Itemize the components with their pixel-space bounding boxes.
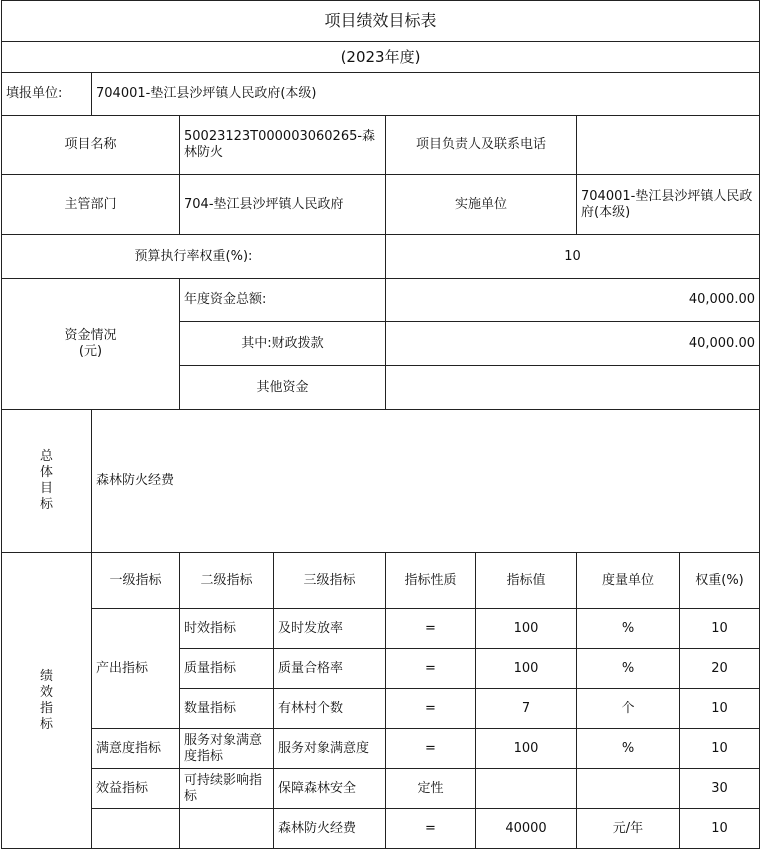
row-value xyxy=(476,769,577,809)
table-year: (2023年度) xyxy=(2,42,760,73)
budget-weight-label: 预算执行率权重(%): xyxy=(2,235,386,279)
table-row xyxy=(2,769,760,809)
row-nature: 定性 xyxy=(386,769,476,809)
overall-char: 总 xyxy=(39,449,53,464)
indicators-char: 指 xyxy=(39,700,53,716)
funds-label-line2: (元) xyxy=(78,344,103,359)
funds-label xyxy=(2,279,180,410)
satisfaction-indicator-label: 满意度指标 xyxy=(92,729,180,769)
row-unit: % xyxy=(577,609,680,649)
header-level1: 一级指标 xyxy=(92,553,180,609)
exec-unit-label: 实施单位 xyxy=(386,175,577,235)
row-weight: 10 xyxy=(680,809,760,849)
row-level3: 有林村个数 xyxy=(274,689,386,729)
header-unit: 度量单位 xyxy=(577,553,680,609)
row-level2: 可持续影响指标 xyxy=(180,769,274,809)
row-level2: 服务对象满意度指标 xyxy=(180,729,274,769)
row-level3: 服务对象满意度 xyxy=(274,729,386,769)
exec-unit-value: 704001-垫江县沙坪镇人民政府(本级) xyxy=(577,175,760,235)
department-value: 704-垫江县沙坪镇人民政府 xyxy=(180,175,386,235)
empty-level1 xyxy=(92,809,180,849)
table-title: 项目绩效目标表 xyxy=(2,1,760,42)
row-nature: = xyxy=(386,729,476,769)
indicators-char: 标 xyxy=(39,716,53,732)
row-level3: 保障森林安全 xyxy=(274,769,386,809)
funds-other-value xyxy=(386,366,760,410)
row-level2 xyxy=(180,809,274,849)
overall-goal-value: 森林防火经费 xyxy=(92,410,760,553)
row-value: 7 xyxy=(476,689,577,729)
header-weight: 权重(%) xyxy=(680,553,760,609)
header-nature: 指标性质 xyxy=(386,553,476,609)
row-value: 100 xyxy=(476,649,577,689)
funds-total-label: 年度资金总额: xyxy=(180,279,386,322)
table-row xyxy=(2,609,760,649)
overall-goal-label xyxy=(2,410,92,553)
project-owner-label: 项目负责人及联系电话 xyxy=(386,116,577,175)
row-nature: = xyxy=(386,609,476,649)
project-name-value: 50023123T000003060265-森林防火 xyxy=(180,116,386,175)
reporter-label: 填报单位: xyxy=(2,73,92,116)
row-value: 100 xyxy=(476,609,577,649)
performance-target-table xyxy=(1,0,760,849)
row-unit: 元/年 xyxy=(577,809,680,849)
reporter-value: 704001-垫江县沙坪镇人民政府(本级) xyxy=(92,73,760,116)
funds-other-label: 其他资金 xyxy=(180,366,386,410)
project-name-label: 项目名称 xyxy=(2,116,180,175)
row-nature: = xyxy=(386,809,476,849)
indicators-char: 效 xyxy=(39,684,53,700)
funds-total-value: 40,000.00 xyxy=(386,279,760,322)
benefit-indicator-label: 效益指标 xyxy=(92,769,180,809)
row-weight: 10 xyxy=(680,729,760,769)
row-value: 100 xyxy=(476,729,577,769)
header-level2: 二级指标 xyxy=(180,553,274,609)
row-level3: 及时发放率 xyxy=(274,609,386,649)
row-level2: 数量指标 xyxy=(180,689,274,729)
table-row xyxy=(2,809,760,849)
row-nature: = xyxy=(386,649,476,689)
department-label: 主管部门 xyxy=(2,175,180,235)
overall-char: 目 xyxy=(39,481,53,496)
row-level3: 质量合格率 xyxy=(274,649,386,689)
indicators-char: 绩 xyxy=(39,668,53,684)
project-owner-value xyxy=(577,116,760,175)
row-level3: 森林防火经费 xyxy=(274,809,386,849)
funds-fiscal-value: 40,000.00 xyxy=(386,322,760,366)
funds-fiscal-label: 其中:财政拨款 xyxy=(180,322,386,366)
overall-char: 标 xyxy=(39,497,53,512)
table-row xyxy=(2,729,760,769)
funds-label-line1: 资金情况 xyxy=(64,328,117,343)
budget-weight-value: 10 xyxy=(386,235,760,279)
indicators-label xyxy=(2,553,92,849)
row-level2: 质量指标 xyxy=(180,649,274,689)
row-unit: 个 xyxy=(577,689,680,729)
row-weight: 10 xyxy=(680,689,760,729)
row-level2: 时效指标 xyxy=(180,609,274,649)
row-value: 40000 xyxy=(476,809,577,849)
header-value: 指标值 xyxy=(476,553,577,609)
row-weight: 30 xyxy=(680,769,760,809)
row-nature: = xyxy=(386,689,476,729)
overall-char: 体 xyxy=(39,465,53,480)
row-weight: 10 xyxy=(680,609,760,649)
row-unit xyxy=(577,769,680,809)
header-level3: 三级指标 xyxy=(274,553,386,609)
row-weight: 20 xyxy=(680,649,760,689)
row-unit: % xyxy=(577,649,680,689)
output-indicator-label: 产出指标 xyxy=(92,609,180,729)
row-unit: % xyxy=(577,729,680,769)
